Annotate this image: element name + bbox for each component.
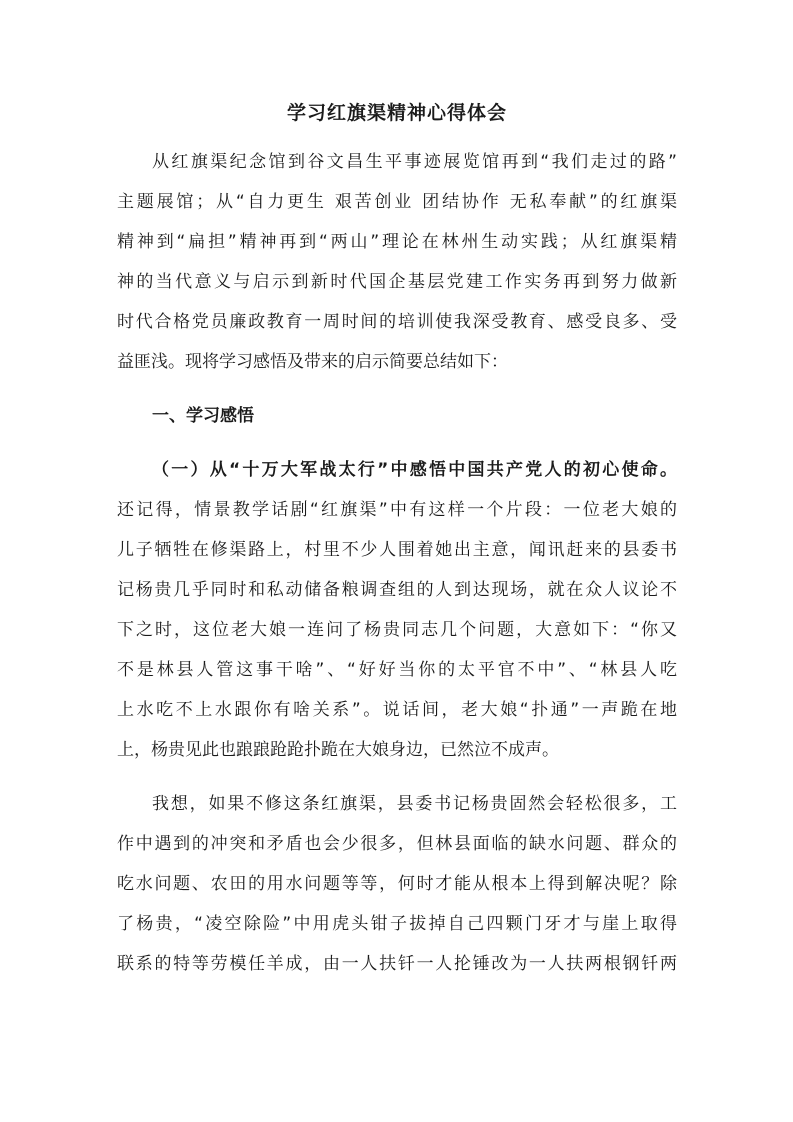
text-line: 作中遇到的冲突和矛盾也会少很多，但林县面临的缺水问题、群众的 <box>117 834 677 854</box>
text-line: 益匪浅。现将学习感悟及带来的启示简要总结如下： <box>117 352 508 372</box>
paragraph-reflection <box>117 784 677 984</box>
text-line: 时代合格党员廉政教育一周时间的培训使我深受教育、感受良多、受 <box>117 312 677 332</box>
text-line: 不是林县人管这事干啥”、“好好当你的太平官不中”、“林县人吃 <box>117 660 677 680</box>
text-line: 从红旗渠纪念馆到谷文昌生平事迹展览馆再到“我们走过的路” <box>152 152 677 172</box>
subsection-heading: （一）从“十万大军战太行”中感悟中国共产党人的初心使命。 <box>152 460 677 480</box>
text-line: 上，杨贵见此也踉踉跄跄扑跪在大娘身边，已然泣不成声。 <box>117 740 559 760</box>
text-line: 我想，如果不修这条红旗渠，县委书记杨贵固然会轻松很多，工 <box>152 794 677 814</box>
paragraph-story <box>117 450 677 770</box>
text-line: 神的当代意义与启示到新时代国企基层党建工作实务再到努力做新 <box>117 272 677 292</box>
text-line: 上水吃不上水跟你有啥关系”。说话间，老大娘“扑通”一声跪在地 <box>117 700 677 720</box>
text-line: 儿子牺牲在修渠路上，村里不少人围着她出主意，闻讯赶来的县委书 <box>117 540 677 560</box>
text-line: 下之时，这位老大娘一连问了杨贵同志几个问题，大意如下：“你又 <box>117 620 677 640</box>
text-line: 吃水问题、农田的用水问题等等，何时才能从根本上得到解决呢？除 <box>117 874 677 894</box>
paragraph-intro <box>117 142 677 382</box>
document-title: 学习红旗渠精神心得体会 <box>286 102 507 124</box>
document-page <box>117 98 677 984</box>
text-line: 精神到“扁担”精神再到“两山”理论在林州生动实践；从红旗渠精 <box>117 232 677 252</box>
text-line: 主题展馆；从“自力更生 艰苦创业 团结协作 无私奉献”的红旗渠 <box>117 192 677 212</box>
text-line: 联系的特等劳模任羊成，由一人扶钎一人抡锤改为一人扶两根钢钎两 <box>117 954 677 974</box>
text-line: 记杨贵几乎同时和私动储备粮调查组的人到达现场，就在众人议论不 <box>117 580 677 600</box>
text-line: 了杨贵，“凌空除险”中用虎头钳子拔掉自己四颗门牙才与崖上取得 <box>117 914 677 934</box>
section-heading: 一、学习感悟 <box>152 406 254 426</box>
text-line: 还记得，情景教学话剧“红旗渠”中有这样一个片段：一位老大娘的 <box>117 500 677 520</box>
